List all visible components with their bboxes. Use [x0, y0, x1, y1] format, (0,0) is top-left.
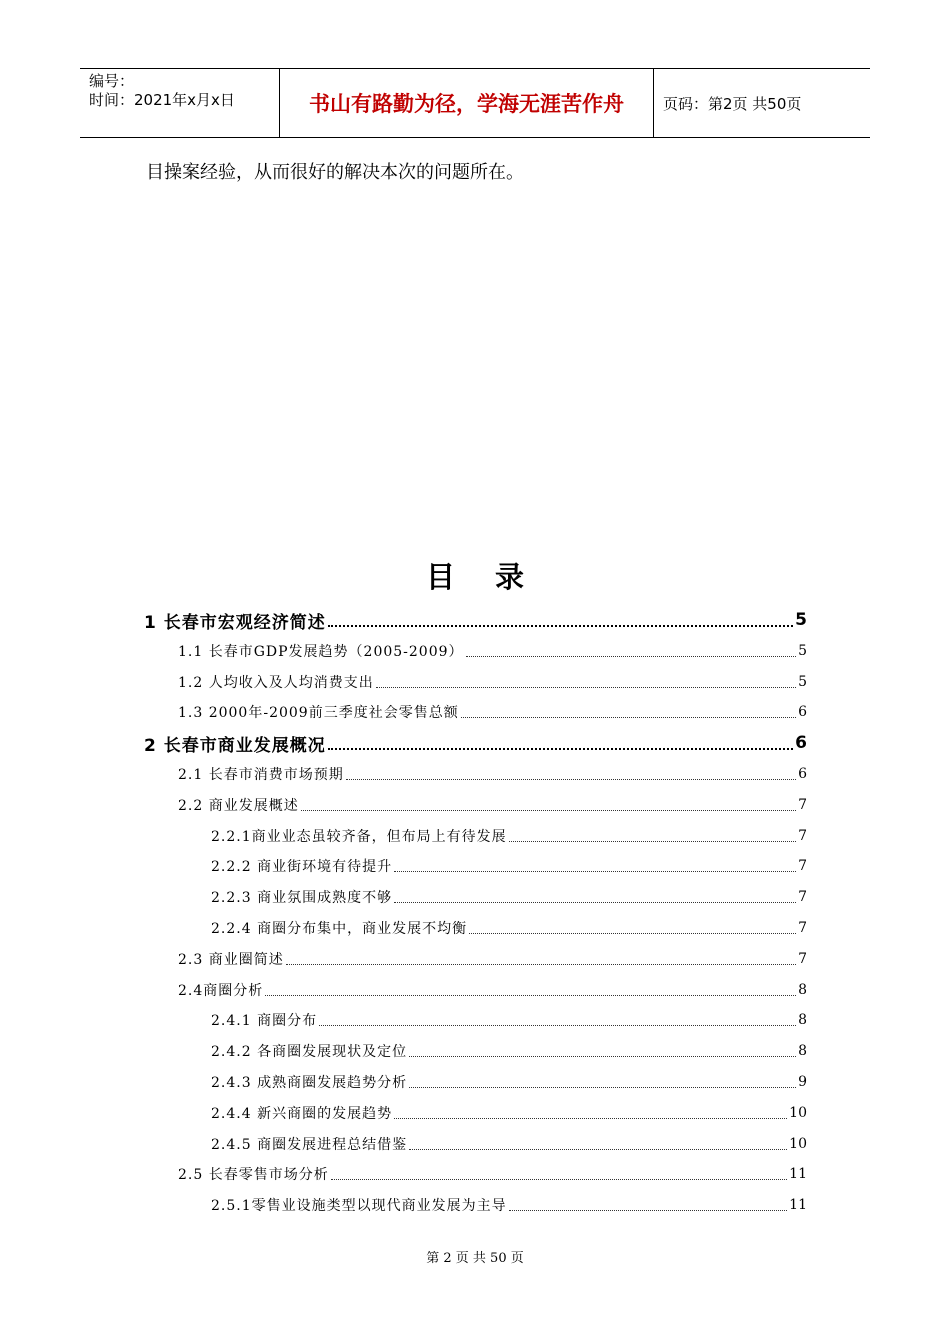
toc-entry[interactable] [178, 667, 807, 697]
toc-entry[interactable] [211, 882, 807, 912]
header-motto: 书山有路勤为径，学海无涯苦作舟 [280, 69, 654, 137]
toc-title-char-2: 录 [495, 560, 525, 594]
toc-leader-dots [466, 655, 797, 657]
toc-entry-title: 1.3 2000年-2009前三季度社会零售总额 [178, 705, 459, 722]
toc-entry-page: 6 [795, 733, 807, 754]
toc-entry-page: 10 [789, 1104, 807, 1121]
toc-entry-title: 2 长春市商业发展概况 [144, 735, 326, 756]
toc-leader-dots [509, 840, 796, 842]
toc-entry[interactable] [211, 1036, 807, 1066]
toc-leader-dots [328, 747, 793, 750]
toc-entry-page: 11 [789, 1166, 807, 1183]
toc-entry[interactable] [178, 975, 807, 1005]
time-label: 时间：2021年x月x日 [89, 91, 235, 109]
body-paragraph: 目操案经验，从而很好的解决本次的问题所在。 [146, 162, 524, 183]
toc-entry-page: 11 [789, 1197, 807, 1214]
toc-entry-title: 2.4.3 成熟商圈发展趋势分析 [211, 1075, 408, 1091]
toc-entry-title: 2.4商圈分析 [178, 982, 264, 999]
toc-title-char-1: 目 [425, 560, 455, 594]
toc-entry-title: 2.5 长春零售市场分析 [178, 1167, 329, 1184]
toc-entry-title: 2.4.1 商圈分布 [211, 1013, 318, 1030]
toc-leader-dots [319, 1024, 796, 1026]
toc-entry-title: 2.2 商业发展概述 [178, 797, 299, 814]
toc-entry[interactable] [144, 728, 807, 758]
toc-leader-dots [394, 901, 796, 903]
header-meta [80, 69, 280, 137]
toc-entry[interactable] [178, 944, 807, 974]
toc-entry-title: 2.5.1零售业设施类型以现代商业发展为主导 [211, 1198, 507, 1215]
toc-entry-page: 6 [798, 766, 807, 782]
toc-entry-page: 5 [798, 642, 807, 659]
toc-entry-title: 2.4.5 商圈发展进程总结借鉴 [211, 1136, 408, 1153]
toc-entry[interactable] [211, 1129, 807, 1159]
toc-leader-dots [286, 963, 796, 965]
toc-entry-title: 2.2.4 商圈分布集中，商业发展不均衡 [211, 921, 468, 937]
toc-entry[interactable] [178, 790, 807, 820]
toc-entry[interactable] [211, 1005, 807, 1035]
toc-entry-page: 8 [798, 981, 807, 998]
toc-entry-page: 7 [798, 920, 807, 936]
toc-entry-page: 8 [798, 1043, 807, 1060]
toc-leader-dots [328, 624, 793, 627]
toc-entry-title: 1 长春市宏观经济简述 [144, 612, 326, 633]
toc-entry-title: 2.2.2 商业街环境有待提升 [211, 859, 393, 876]
toc-leader-dots [301, 809, 796, 811]
toc-entry-title: 2.2.1商业业态虽较齐备，但布局上有待发展 [211, 828, 507, 845]
toc-title [0, 555, 950, 596]
toc-entry-page: 9 [798, 1074, 807, 1090]
toc-entry[interactable] [178, 1159, 807, 1189]
toc-entry[interactable] [178, 636, 807, 666]
toc-leader-dots [394, 1117, 787, 1119]
toc-entry-page: 5 [798, 673, 807, 690]
toc-leader-dots [409, 1148, 787, 1150]
header-page-info: 页码：第2页 共50页 [663, 94, 802, 113]
toc-entry-title: 2.4.2 各商圈发展现状及定位 [211, 1044, 408, 1061]
toc-leader-dots [376, 686, 796, 688]
toc-entry-page: 6 [798, 704, 807, 721]
toc-leader-dots [461, 716, 796, 718]
toc-entry[interactable] [211, 821, 807, 851]
toc-entry[interactable] [211, 1190, 807, 1220]
toc-leader-dots [331, 1178, 787, 1180]
toc-leader-dots [409, 1055, 796, 1057]
toc-entry-page: 10 [789, 1135, 807, 1152]
toc-entry-title: 2.3 商业圈简述 [178, 951, 284, 968]
toc-entry-title: 2.2.3 商业氛围成熟度不够 [211, 890, 393, 907]
toc-entry[interactable] [211, 913, 807, 943]
toc-entry[interactable] [211, 1098, 807, 1128]
toc-leader-dots [346, 778, 796, 780]
page-footer: 第 2 页 共 50 页 [426, 1251, 524, 1266]
toc-entry-page: 8 [798, 1012, 807, 1029]
toc-entry[interactable] [211, 1067, 807, 1097]
toc-entry-page: 7 [798, 950, 807, 967]
toc-leader-dots [409, 1086, 796, 1088]
toc-entry-title: 2.4.4 新兴商圈的发展趋势 [211, 1105, 393, 1122]
toc-entry[interactable] [211, 851, 807, 881]
toc-leader-dots [509, 1209, 788, 1211]
toc-entry[interactable] [144, 605, 807, 635]
page-header [80, 68, 870, 138]
toc-leader-dots [265, 994, 796, 996]
toc-entry[interactable] [178, 697, 807, 727]
toc-entry[interactable] [178, 759, 807, 789]
toc-leader-dots [394, 870, 796, 872]
toc-entry-title: 1.1 长春市GDP发展趋势（2005-2009） [178, 643, 464, 660]
toc-leader-dots [469, 932, 796, 934]
toc-entry-page: 7 [798, 858, 807, 875]
toc-entry-page: 5 [795, 610, 807, 630]
number-label: 编号： [89, 72, 135, 90]
toc-entry-title: 2.1 长春市消费市场预期 [178, 767, 344, 783]
toc-entry-page: 7 [798, 827, 807, 844]
toc-entry-title: 1.2 人均收入及人均消费支出 [178, 674, 374, 691]
toc-entry-page: 7 [798, 889, 807, 906]
toc-entry-page: 7 [798, 796, 807, 813]
